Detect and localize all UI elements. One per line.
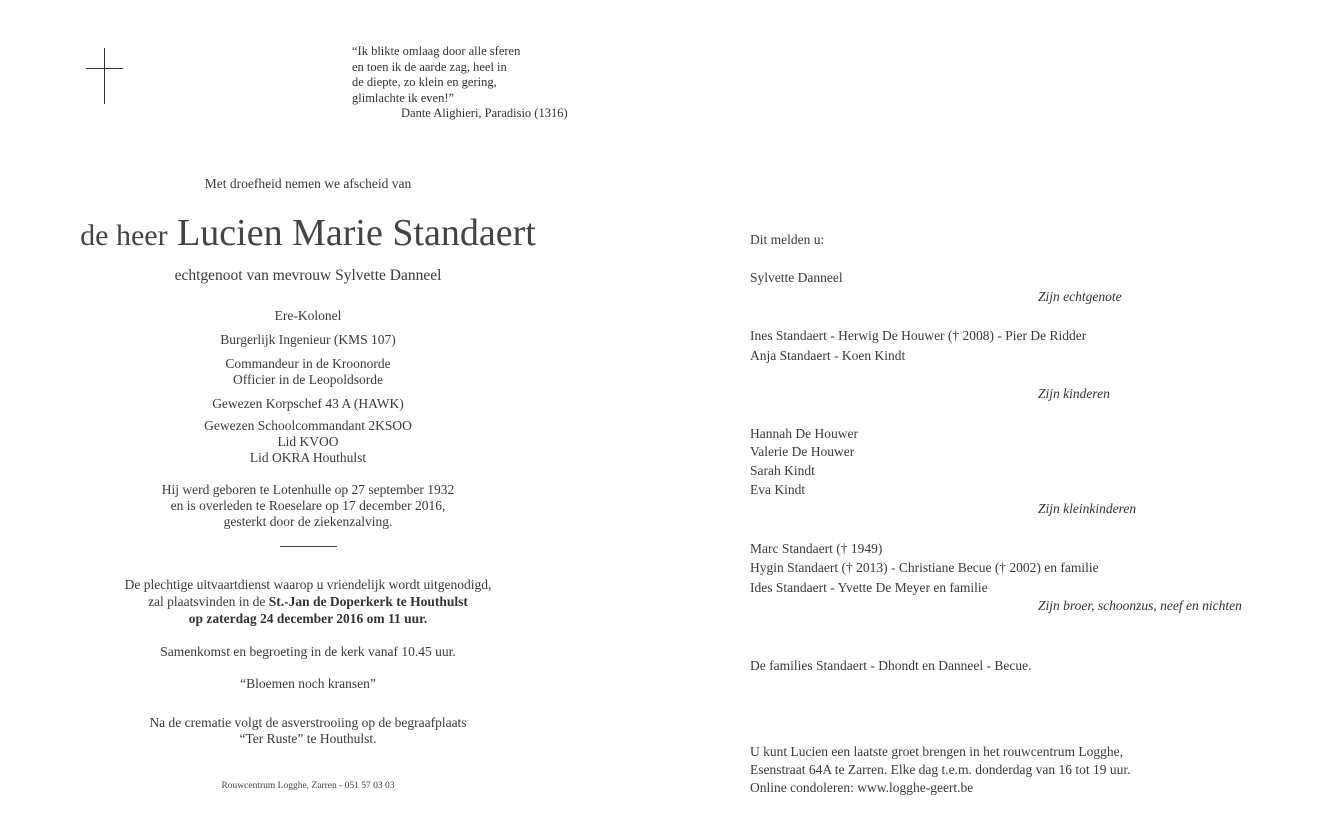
gathering-line: Samenkomst en begroeting in de kerk vanaf 10.45 uur. — [160, 644, 456, 659]
funeral-home-footer: Rouwcentrum Logghe, Zarren - 051 57 03 03 — [221, 781, 395, 791]
deceased-name — [60, 210, 556, 259]
church-name: St.-Jan de Doperkerk te Houthulst — [268, 594, 468, 609]
online-condolence: Online condoleren: www.logghe-geert.be — [750, 780, 974, 795]
siblings-label: Zijn broer, schoonzus, neef en nichten — [1038, 598, 1242, 613]
ceremony-line: De plechtige uitvaartdienst waarop u vriendelijk wordt uitgenodigd, — [124, 577, 492, 592]
ceremony-location-prefix: zal plaatsvinden in de — [148, 594, 269, 609]
title-line: Gewezen Schoolcommandant 2KSOO — [204, 418, 412, 433]
name-prefix: de heer — [80, 219, 168, 252]
spouse-line: echtgenoot van mevrouw Sylvette Danneel — [174, 267, 442, 284]
child-line: Ines Standaert - Herwig De Houwer († 2008) - Pier De Ridder — [750, 328, 1087, 343]
ceremony-location — [60, 594, 556, 611]
family-intro: Dit melden u: — [750, 232, 825, 247]
quote — [352, 44, 612, 106]
visit-line: U kunt Lucien een laatste groet brengen in het rouwcentrum Logghe, — [750, 744, 1123, 759]
title-line: Gewezen Korpschef 43 A (HAWK) — [212, 396, 404, 411]
birth-line: Hij werd geboren te Lotenhulle op 27 september 1932 — [161, 482, 455, 497]
intro-text: Met droefheid nemen we afscheid van — [204, 176, 412, 191]
quote-line: glimlachte ik even!” — [352, 90, 455, 105]
families-line: De families Standaert - Dhondt en Danneel - Becue. — [750, 658, 1032, 673]
grandchild-line: Valerie De Houwer — [750, 444, 855, 459]
full-name: Lucien Marie Standaert — [177, 212, 536, 254]
spouse-name: Sylvette Danneel — [750, 270, 843, 285]
grandchild-line: Hannah De Houwer — [750, 426, 858, 441]
grandchild-line: Sarah Kindt — [750, 463, 815, 478]
sacrament-line: gesterkt door de ziekenzalving. — [223, 514, 393, 529]
grandchild-line: Eva Kindt — [750, 482, 806, 497]
spouse-label: Zijn echtgenote — [1038, 289, 1122, 304]
title-line: Ere-Kolonel — [274, 308, 342, 323]
quote-line: “Ik blikte omlaag door alle sferen — [352, 44, 521, 58]
quote-line: de diepte, zo klein en gering, — [352, 75, 497, 89]
grandchildren-label: Zijn kleinkinderen — [1038, 501, 1137, 516]
title-line: Lid OKRA Houthulst — [249, 450, 367, 465]
visit-line: Esenstraat 64A te Zarren. Elke dag t.e.m. donderdag van 16 tot 19 uur. — [750, 762, 1131, 777]
title-line: Lid KVOO — [277, 434, 339, 449]
cremation-place: “Ter Ruste” te Houthulst. — [239, 731, 377, 746]
ceremony-datetime: op zaterdag 24 december 2016 om 11 uur. — [188, 611, 428, 626]
sibling-line: Hygin Standaert († 2013) - Christiane Becue († 2002) en familie — [750, 560, 1099, 575]
death-line: en is overleden te Roeselare op 17 december 2016, — [170, 498, 446, 513]
cremation-line: Na de crematie volgt de asverstrooiing op de begraafplaats — [149, 715, 467, 730]
child-line: Anja Standaert - Koen Kindt — [750, 348, 906, 363]
quote-attribution: Dante Alighieri, Paradisio (1316) — [401, 106, 568, 120]
title-line: Burgerlijk Ingenieur (KMS 107) — [220, 332, 396, 347]
quote-line: en toen ik de aarde zag, heel in — [352, 59, 507, 74]
title-line: Commandeur in de Kroonorde — [225, 356, 391, 371]
children-label: Zijn kinderen — [1038, 386, 1110, 401]
sibling-line: Marc Standaert († 1949) — [750, 541, 883, 556]
divider — [280, 546, 337, 547]
title-line: Officier in de Leopoldsorde — [232, 372, 384, 387]
flowers-line: “Bloemen noch kransen” — [240, 676, 376, 691]
sibling-line: Ides Standaert - Yvette De Meyer en familie — [750, 580, 988, 595]
